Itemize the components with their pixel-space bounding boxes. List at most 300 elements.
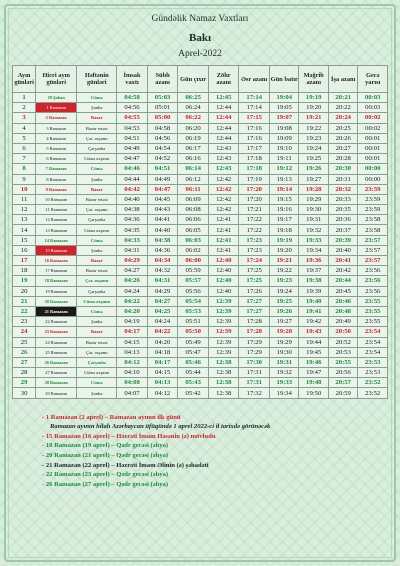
cell-weekday: Bazar	[77, 184, 117, 194]
cell-day: 24	[13, 327, 36, 337]
cell-midnight: 23:57	[358, 256, 388, 266]
cell-midnight: 23:52	[358, 378, 388, 388]
cell-maghrib: 19:42	[299, 317, 328, 327]
cell-zuhr: 12:44	[208, 103, 239, 113]
cell-day: 15	[13, 235, 36, 245]
cell-isha: 20:52	[328, 337, 357, 347]
cell-maghrib: 19:33	[299, 235, 328, 245]
cell-hijri: 29 Ramazan	[36, 388, 77, 398]
cell-maghrib: 19:40	[299, 296, 328, 306]
cell-sunset: 19:13	[270, 174, 299, 184]
cell-isha: 20:45	[328, 286, 357, 296]
cell-asr: 17:29	[239, 337, 270, 347]
cell-subh: 04:38	[147, 235, 178, 245]
cell-day: 29	[13, 378, 36, 388]
cell-sunrise: 05:44	[178, 368, 209, 378]
cell-hijri: 28 Ramazan	[36, 378, 77, 388]
cell-zuhr: 12:44	[208, 123, 239, 133]
table-row	[13, 296, 388, 306]
cell-weekday: Bazar ertəsi	[77, 337, 117, 347]
cell-midnight: 23:53	[358, 368, 388, 378]
cell-sunrise: 05:47	[178, 347, 209, 357]
cell-sunset: 19:17	[270, 215, 299, 225]
cell-isha: 20:21	[328, 93, 357, 103]
cell-subh: 04:27	[147, 296, 178, 306]
cell-sunrise: 05:50	[178, 327, 209, 337]
cell-isha: 20:56	[328, 368, 357, 378]
city-name: Bakı	[188, 32, 211, 44]
cell-weekday: Cümə	[77, 235, 117, 245]
table-row	[13, 337, 388, 347]
cell-imsak: 04:12	[117, 357, 148, 367]
cell-hijri: 17 Ramazan	[36, 266, 77, 276]
cell-day: 20	[13, 286, 36, 296]
cell-asr: 17:23	[239, 245, 270, 255]
cell-isha: 20:55	[328, 357, 357, 367]
cell-subh: 04:56	[147, 133, 178, 143]
cell-isha: 20:39	[328, 235, 357, 245]
cell-midnight: 23:58	[358, 215, 388, 225]
cell-sunrise: 06:12	[178, 174, 209, 184]
cell-sunset: 19:08	[270, 123, 299, 133]
cell-isha: 20:41	[328, 256, 357, 266]
cell-weekday: Şənbə	[77, 174, 117, 184]
note-item: - 18 Ramazan (19 aprel) – Qədr gecəsi (əhya)	[42, 442, 169, 450]
cell-isha: 20:25	[328, 123, 357, 133]
cell-zuhr: 12:38	[208, 368, 239, 378]
cell-subh: 04:58	[147, 123, 178, 133]
cell-asr: 17:16	[239, 133, 270, 143]
cell-sunrise: 05:56	[178, 286, 209, 296]
cell-sunrise: 05:59	[178, 266, 209, 276]
cell-midnight: 23:54	[358, 337, 388, 347]
cell-midnight: 00:00	[358, 174, 388, 184]
cell-midnight: 23:59	[358, 194, 388, 204]
cell-imsak: 04:53	[117, 123, 148, 133]
cell-sunset: 19:34	[270, 388, 299, 398]
cell-subh: 04:51	[147, 164, 178, 174]
cell-zuhr: 12:40	[208, 256, 239, 266]
cell-weekday: Şənbə	[77, 103, 117, 113]
cell-hijri: 29 Şaban	[36, 93, 77, 103]
cell-maghrib: 19:19	[299, 93, 328, 103]
cell-sunset: 19:28	[270, 327, 299, 337]
cell-sunrise: 05:49	[178, 337, 209, 347]
cell-day: 4	[13, 123, 36, 133]
cell-hijri: 12 Ramazan	[36, 215, 77, 225]
table-header-row	[13, 66, 388, 93]
cell-day: 8	[13, 164, 36, 174]
cell-subh: 04:52	[147, 154, 178, 164]
cell-day: 2	[13, 103, 36, 113]
cell-asr: 17:27	[239, 296, 270, 306]
cell-weekday: Cümə	[77, 164, 117, 174]
table-row	[13, 347, 388, 357]
cell-hijri: 20 Ramazan	[36, 296, 77, 306]
cell-zuhr: 12:39	[208, 327, 239, 337]
cell-weekday: Bazar ertəsi	[77, 123, 117, 133]
cell-imsak: 04:51	[117, 133, 148, 143]
cell-sunset: 19:32	[270, 368, 299, 378]
cell-imsak: 04:22	[117, 296, 148, 306]
cell-hijri: 16 Ramazan	[36, 256, 77, 266]
cell-asr: 17:26	[239, 286, 270, 296]
cell-asr: 17:27	[239, 306, 270, 316]
cell-zuhr: 12:43	[208, 143, 239, 153]
cell-hijri: 13 Ramazan	[36, 225, 77, 235]
cell-midnight: 00:02	[358, 123, 388, 133]
cell-isha: 20:32	[328, 184, 357, 194]
cell-subh: 04:34	[147, 256, 178, 266]
cell-midnight: 23:55	[358, 306, 388, 316]
cell-midnight: 23:59	[358, 184, 388, 194]
cell-sunrise: 05:46	[178, 357, 209, 367]
cell-subh: 04:41	[147, 215, 178, 225]
cell-day: 12	[13, 205, 36, 215]
cell-zuhr: 12:41	[208, 215, 239, 225]
cell-sunset: 19:07	[270, 113, 299, 123]
cell-weekday: Cümə axşamı	[77, 154, 117, 164]
cell-asr: 17:18	[239, 154, 270, 164]
column-header: Hicri ayın günləri	[36, 66, 77, 93]
cell-day: 6	[13, 143, 36, 153]
cell-day: 17	[13, 256, 36, 266]
cell-day: 14	[13, 225, 36, 235]
cell-sunrise: 06:08	[178, 205, 209, 215]
cell-sunset: 19:22	[270, 266, 299, 276]
prayer-times-table	[12, 65, 388, 399]
cell-subh: 04:12	[147, 388, 178, 398]
cell-isha: 20:44	[328, 276, 357, 286]
cell-maghrib: 19:26	[299, 164, 328, 174]
cell-hijri: 7 Ramazan	[36, 164, 77, 174]
cell-day: 13	[13, 215, 36, 225]
cell-weekday: Şənbə	[77, 388, 117, 398]
cell-hijri: 4 Ramazan	[36, 133, 77, 143]
cell-imsak: 04:40	[117, 194, 148, 204]
cell-maghrib: 19:21	[299, 113, 328, 123]
cell-subh: 04:20	[147, 337, 178, 347]
cell-maghrib: 19:44	[299, 337, 328, 347]
cell-sunset: 19:20	[270, 245, 299, 255]
cell-zuhr: 12:42	[208, 194, 239, 204]
cell-sunrise: 06:25	[178, 93, 209, 103]
cell-weekday: Şənbə	[77, 245, 117, 255]
table-row	[13, 215, 388, 225]
cell-imsak: 04:10	[117, 368, 148, 378]
cell-weekday: Çər. axşamı	[77, 276, 117, 286]
cell-zuhr: 12:42	[208, 205, 239, 215]
cell-day: 9	[13, 174, 36, 184]
cell-midnight: 23:52	[358, 388, 388, 398]
cell-sunrise: 06:11	[178, 184, 209, 194]
cell-hijri: 1 Ramazan	[36, 103, 77, 113]
cell-day: 27	[13, 357, 36, 367]
column-header: Gecə yarısı	[358, 66, 388, 93]
cell-isha: 20:42	[328, 266, 357, 276]
cell-sunset: 19:27	[270, 317, 299, 327]
cell-maghrib: 19:22	[299, 123, 328, 133]
table-row	[13, 256, 388, 266]
cell-isha: 20:46	[328, 296, 357, 306]
cell-asr: 17:31	[239, 378, 270, 388]
cell-midnight: 00:00	[358, 164, 388, 174]
cell-zuhr: 12:38	[208, 378, 239, 388]
table-row	[13, 225, 388, 235]
cell-day: 18	[13, 266, 36, 276]
cell-day: 25	[13, 337, 36, 347]
cell-zuhr: 12:41	[208, 225, 239, 235]
column-header: Sübh azanı	[147, 66, 178, 93]
cell-weekday: Cümə	[77, 378, 117, 388]
cell-zuhr: 12:40	[208, 286, 239, 296]
cell-sunrise: 06:16	[178, 154, 209, 164]
cell-sunrise: 06:14	[178, 164, 209, 174]
column-header: İmsak vaxtı	[117, 66, 148, 93]
cell-asr: 17:23	[239, 235, 270, 245]
cell-maghrib: 19:48	[299, 378, 328, 388]
column-header: Məğrib azanı	[299, 66, 328, 93]
cell-hijri: 11 Ramazan	[36, 205, 77, 215]
cell-day: 1	[13, 93, 36, 103]
cell-subh: 04:49	[147, 174, 178, 184]
cell-imsak: 04:33	[117, 235, 148, 245]
table-row	[13, 388, 388, 398]
note-item: - 22 Ramazan (23 aprel) – Qədr gecəsi (əhya)	[42, 471, 169, 479]
cell-weekday: Cümə axşamı	[77, 296, 117, 306]
cell-sunset: 19:24	[270, 286, 299, 296]
cell-midnight: 23:59	[358, 205, 388, 215]
cell-weekday: Çərşənbə	[77, 215, 117, 225]
cell-sunrise: 06:03	[178, 235, 209, 245]
cell-zuhr: 12:39	[208, 306, 239, 316]
cell-maghrib: 19:24	[299, 143, 328, 153]
cell-hijri: 27 Ramazan	[36, 368, 77, 378]
cell-weekday: Çər. axşamı	[77, 205, 117, 215]
cell-subh: 04:43	[147, 205, 178, 215]
cell-imsak: 04:20	[117, 306, 148, 316]
cell-isha: 20:31	[328, 174, 357, 184]
cell-weekday: Cümə axşamı	[77, 225, 117, 235]
cell-maghrib: 19:27	[299, 174, 328, 184]
cell-maghrib: 19:41	[299, 306, 328, 316]
cell-weekday: Çərşənbə	[77, 357, 117, 367]
cell-day: 16	[13, 245, 36, 255]
cell-zuhr: 12:42	[208, 174, 239, 184]
table-row	[13, 103, 388, 113]
table-row	[13, 133, 388, 143]
cell-hijri: 14 Ramazan	[36, 235, 77, 245]
cell-isha: 20:33	[328, 194, 357, 204]
cell-asr: 17:22	[239, 225, 270, 235]
cell-day: 22	[13, 306, 36, 316]
cell-midnight: 00:01	[358, 133, 388, 143]
cell-hijri: 22 Ramazan	[36, 317, 77, 327]
note-item: - 20 Ramazan (21 aprel) – Qədr gecəsi (əhya)	[42, 452, 169, 459]
cell-weekday: Cümə axşamı	[77, 368, 117, 378]
cell-sunset: 19:33	[270, 378, 299, 388]
cell-imsak: 04:31	[117, 245, 148, 255]
cell-zuhr: 12:41	[208, 245, 239, 255]
cell-sunrise: 06:02	[178, 245, 209, 255]
cell-day: 26	[13, 347, 36, 357]
cell-asr: 17:28	[239, 317, 270, 327]
table-row	[13, 174, 388, 184]
cell-hijri: 10 Ramazan	[36, 194, 77, 204]
cell-zuhr: 12:45	[208, 93, 239, 103]
cell-zuhr: 12:39	[208, 337, 239, 347]
cell-sunset: 19:11	[270, 154, 299, 164]
cell-imsak: 04:29	[117, 256, 148, 266]
cell-day: 3	[13, 113, 36, 123]
table-row	[13, 113, 388, 123]
cell-maghrib: 19:31	[299, 215, 328, 225]
cell-weekday: Bazar	[77, 327, 117, 337]
cell-zuhr: 12:44	[208, 133, 239, 143]
cell-subh: 04:47	[147, 184, 178, 194]
cell-imsak: 04:46	[117, 164, 148, 174]
cell-zuhr: 12:38	[208, 357, 239, 367]
cell-sunrise: 06:17	[178, 143, 209, 153]
cell-zuhr: 12:42	[208, 184, 239, 194]
cell-maghrib: 19:38	[299, 276, 328, 286]
cell-day: 7	[13, 154, 36, 164]
cell-weekday: Bazar	[77, 113, 117, 123]
cell-weekday: Çərşənbə	[77, 286, 117, 296]
cell-sunrise: 06:24	[178, 103, 209, 113]
table-row	[13, 327, 388, 337]
note-item: - 21 Ramazan (22 aprel) – Həzrəti İmam Əlinin (ə) şəhadəti	[42, 461, 209, 469]
cell-subh: 04:25	[147, 306, 178, 316]
table-row	[13, 368, 388, 378]
cell-subh: 04:29	[147, 286, 178, 296]
cell-midnight: 00:01	[358, 154, 388, 164]
cell-imsak: 04:08	[117, 378, 148, 388]
cell-sunset: 19:29	[270, 337, 299, 347]
cell-hijri: 23 Ramazan	[36, 327, 77, 337]
cell-weekday: Cümə	[77, 306, 117, 316]
cell-day: 5	[13, 133, 36, 143]
cell-midnight: 23:56	[358, 286, 388, 296]
table-row	[13, 205, 388, 215]
cell-sunrise: 06:06	[178, 215, 209, 225]
table-row	[13, 245, 388, 255]
cell-imsak: 04:07	[117, 388, 148, 398]
cell-sunset: 19:25	[270, 296, 299, 306]
cell-imsak: 04:19	[117, 317, 148, 327]
cell-hijri: 3 Ramazan	[36, 123, 77, 133]
table-row	[13, 317, 388, 327]
cell-hijri: 18 Ramazan	[36, 276, 77, 286]
cell-weekday: Bazar ertəsi	[77, 266, 117, 276]
cell-subh: 04:31	[147, 276, 178, 286]
cell-sunrise: 06:05	[178, 225, 209, 235]
cell-asr: 17:17	[239, 143, 270, 153]
cell-subh: 04:45	[147, 194, 178, 204]
cell-midnight: 23:53	[358, 357, 388, 367]
cell-asr: 17:30	[239, 357, 270, 367]
cell-isha: 20:48	[328, 306, 357, 316]
cell-imsak: 04:42	[117, 184, 148, 194]
notes-list	[42, 413, 388, 490]
cell-maghrib: 19:25	[299, 154, 328, 164]
cell-hijri: 24 Ramazan	[36, 337, 77, 347]
cell-subh: 04:54	[147, 143, 178, 153]
cell-midnight: 23:57	[358, 235, 388, 245]
cell-imsak: 04:24	[117, 286, 148, 296]
cell-zuhr: 12:40	[208, 266, 239, 276]
cell-imsak: 04:36	[117, 215, 148, 225]
cell-asr: 17:32	[239, 388, 270, 398]
cell-day: 19	[13, 276, 36, 286]
note-item: - 15 Ramazan (16 aprel) – Həzrəti İmam Həsənin (ə) mövludu	[42, 432, 216, 440]
cell-weekday: Cümə	[77, 93, 117, 103]
cell-isha: 20:50	[328, 327, 357, 337]
table-row	[13, 143, 388, 153]
cell-isha: 20:24	[328, 113, 357, 123]
table-row	[13, 378, 388, 388]
cell-day: 21	[13, 296, 36, 306]
cell-subh: 05:00	[147, 113, 178, 123]
cell-asr: 17:19	[239, 174, 270, 184]
cell-asr: 17:14	[239, 103, 270, 113]
table-row	[13, 123, 388, 133]
cell-sunrise: 05:54	[178, 296, 209, 306]
cell-midnight: 00:03	[358, 103, 388, 113]
cell-hijri: 9 Ramazan	[36, 184, 77, 194]
cell-imsak: 04:55	[117, 113, 148, 123]
cell-hijri: 8 Ramazan	[36, 174, 77, 184]
cell-day: 11	[13, 194, 36, 204]
cell-subh: 04:40	[147, 225, 178, 235]
cell-sunrise: 05:53	[178, 306, 209, 316]
cell-weekday: Çər. axşamı	[77, 347, 117, 357]
cell-midnight: 23:55	[358, 296, 388, 306]
cell-midnight: 23:56	[358, 266, 388, 276]
column-header: Gün çıxır	[178, 66, 209, 93]
cell-asr: 17:28	[239, 327, 270, 337]
cell-sunset: 19:10	[270, 143, 299, 153]
cell-asr: 17:25	[239, 276, 270, 286]
month-label: Aprel-2022	[178, 49, 222, 59]
cell-zuhr: 12:40	[208, 276, 239, 286]
cell-zuhr: 12:39	[208, 317, 239, 327]
table-row	[13, 306, 388, 316]
cell-isha: 20:27	[328, 143, 357, 153]
column-header: Əsr azanı	[239, 66, 270, 93]
page-title: Gündəlik Namaz Vaxtları	[151, 14, 249, 24]
cell-asr: 17:25	[239, 266, 270, 276]
table-row	[13, 286, 388, 296]
cell-asr: 17:18	[239, 164, 270, 174]
cell-imsak: 04:38	[117, 205, 148, 215]
cell-midnight: 23:55	[358, 317, 388, 327]
cell-sunrise: 06:22	[178, 113, 209, 123]
cell-hijri: 5 Ramazan	[36, 143, 77, 153]
cell-zuhr: 12:38	[208, 388, 239, 398]
column-header: İşa azanı	[328, 66, 357, 93]
cell-isha: 20:57	[328, 378, 357, 388]
cell-sunrise: 05:57	[178, 276, 209, 286]
cell-subh: 04:15	[147, 368, 178, 378]
cell-maghrib: 19:29	[299, 194, 328, 204]
cell-maghrib: 19:39	[299, 286, 328, 296]
cell-isha: 20:28	[328, 154, 357, 164]
cell-subh: 04:36	[147, 245, 178, 255]
cell-asr: 17:20	[239, 194, 270, 204]
cell-asr: 17:20	[239, 184, 270, 194]
cell-zuhr: 12:41	[208, 235, 239, 245]
